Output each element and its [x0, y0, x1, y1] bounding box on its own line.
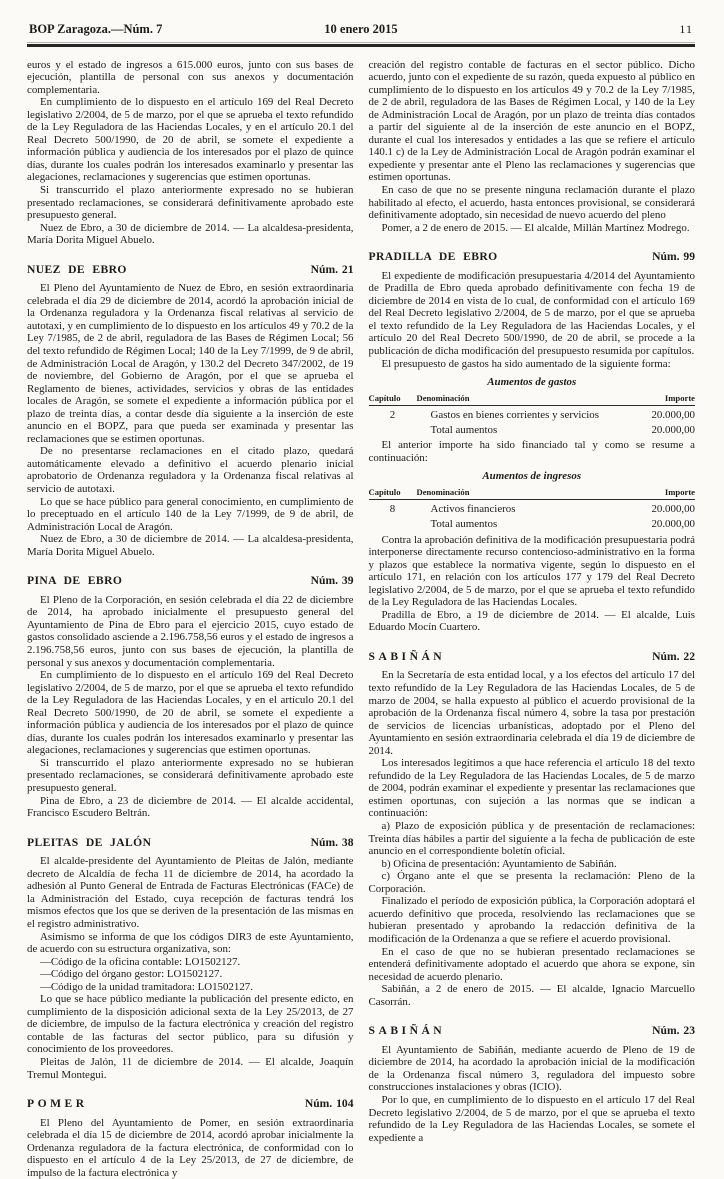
section-sabinan-22	[369, 651, 696, 1008]
paragraph: Pradilla de Ebro, a 19 de diciembre de 2014. — El alcalde, Luis Eduardo Mocín Cuartero.	[369, 609, 696, 634]
header-rule-thin	[27, 42, 695, 43]
paragraph: Sabiñán, a 2 de enero de 2015. — El alcalde, Ignacio Marcuello Casorrán.	[369, 983, 696, 1008]
paragraph: Los interesados legítimos a que hace referencia el artículo 18 del texto refundido de la Ley Reguladora de las Haciendas Locales, de 5 de marzo de 2004, podrán examinar el expediente y presentar las reclamaciones que estimen oportunas, con sujeción a las normas que se indican a continuación:	[369, 757, 696, 820]
section-title: SABIÑÁN	[369, 1025, 446, 1038]
cell-capitulo: 2	[369, 406, 417, 422]
header-rule-thick	[27, 44, 695, 47]
section-title: SABIÑÁN	[369, 651, 446, 664]
paragraph: c) Órgano ante el que se presenta la reclamación: Pleno de la Corporación.	[369, 870, 696, 895]
paragraph: b) Oficina de presentación: Ayuntamiento de Sabiñán.	[369, 858, 696, 871]
section-pleitas-de-jalon	[27, 837, 354, 1081]
paragraph: Pina de Ebro, a 23 de diciembre de 2014. — El alcalde accidental, Francisco Escudero Beltrán.	[27, 795, 354, 820]
section-title: POMER	[27, 1098, 88, 1111]
section-number: Núm. 23	[652, 1025, 695, 1038]
section-pina-de-ebro	[27, 575, 354, 819]
table-header-row	[369, 392, 696, 406]
page-number: 11	[472, 22, 693, 37]
table-row	[369, 500, 696, 516]
paragraph: El Pleno del Ayuntamiento de Nuez de Ebro, en sesión extraordinaria celebrada el día 29 de diciembre de 2014, acordó la aprobación inicial de la Ordenanza reguladora y la Ordenanza fiscal relativas al servicio de autotaxi, y en cumplimiento de lo dispuesto en los artículos 49 y 70.2 de la Ley 7/1985, de 2 de abril, reguladora de las Bases de Régimen Local; 56 del texto refundido de Régimen Local; 140 de la Ley 7/1999, de 9 de abril, de Administración Local de Aragón, y 130.2 del Decreto 347/2002, de 19 de noviembre, del Gobierno de Aragón, por el que se aprueba el Reglamento de bienes, actividades, servicios y obras de las entidades locales de Aragón, se somete el expediente a información pública por el plazo de treinta días, a contar desde día siguiente a la inserción de este anuncio en el BOPZ, para que pueda ser examinada y presentar las reclamaciones que se estimen oportunas.	[27, 282, 354, 445]
paragraph: creación del registro contable de facturas en el sector público. Dicho acuerdo, junto con el expediente de su razón, queda expuesto al público en cumplimiento de lo dispuesto en los artículos 49 y 70.2 de la Ley 7/1985, de 2 de abril, reguladora de las Bases de Régimen Local, y 140 de la Ley de Administración Local de Aragón, por un plazo de treinta días contados a partir del siguiente al de la inserción de este anuncio en el BOPZ, durante el cual los interesados y entidades a las que se refiere el artículo 140.1 c) de la Ley de Administración Local de Aragón podrán examinar el expediente y presentar ante el Pleno las reclamaciones y sugerencias que estimen oportunas.	[369, 59, 696, 184]
cell-denominacion: Total aumentos	[417, 421, 610, 436]
cell-denominacion: Activos financieros	[417, 500, 610, 516]
section-title: PLEITAS DE JALÓN	[27, 837, 151, 850]
section-heading	[369, 651, 696, 664]
paragraph: —Código de la oficina contable: LO1502127.	[27, 956, 354, 969]
section-sabinan-23	[369, 1025, 696, 1144]
paragraph: El alcalde-presidente del Ayuntamiento de Pleitas de Jalón, mediante decreto de Alcaldía de fecha 11 de diciembre de 2014, ha acordado la adhesión al Punto General de Entrada de Facturas Electrónicas (FACe) de la Administración del Estado, cuya recepción de facturas tendrá los mismos efectos que los que se deriven de la presentación de las mismas en el registro administrativo.	[27, 855, 354, 930]
paragraph: En la Secretaría de esta entidad local, y a los efectos del artículo 17 del texto refundido de la Ley Reguladora de las Haciendas Locales, de 5 de marzo de 2004, se halla expuesto al público el acuerdo provisional de la aprobación de la Ordenanza fiscal número 4, sobre la tasa por prestación de servicios de licencias urbanísticas, adoptado por el Pleno del Ayuntamiento en sesión extraordinaria celebrada el día 19 de diciembre de 2014.	[369, 669, 696, 757]
paragraph: Finalizado el período de exposición pública, la Corporación adoptará el acuerdo definitivo que proceda, resolviendo las reclamaciones que se hubieran presentado y aprobando la redacción definitiva de la modificación de la Ordenanza a que se refiere el acuerdo provisional.	[369, 895, 696, 945]
paragraph: El expediente de modificación presupuestaria 4/2014 del Ayuntamiento de Pradilla de Ebro queda aprobado definitivamente con fecha 19 de diciembre de 2014 en vista de lo cual, de conformidad con el artículo 169 del Real Decreto legislativo 2/2004, de 5 de marzo, por el que se aprueba el texto refundido de la Ley Reguladora de las Haciendas Locales, y el artículo 20 del Real Decreto 500/1990, de 20 de abril, se procede a la publicación de dicha modificación del presupuesto resumida por capítulos.	[369, 270, 696, 358]
paragraph: En caso de que no se presente ninguna reclamación durante el plazo habilitado al efecto, el acuerdo, hasta entonces provisional, se considerará definitivamente adoptado, sin necesidad de nuevo acuerdo del pleno	[369, 184, 696, 222]
section-heading	[27, 837, 354, 850]
budget-table-gastos	[369, 392, 696, 437]
paragraph: Asimismo se informa de que los códigos DIR3 de este Ayuntamiento, de acuerdo con su estructura organizativa, son:	[27, 931, 354, 956]
section-title: PINA DE EBRO	[27, 575, 122, 588]
section-heading	[27, 1098, 354, 1111]
section-number: Núm. 104	[305, 1098, 354, 1111]
paragraph: De no presentarse reclamaciones en el citado plazo, quedará automáticamente elevado a definitivo el acuerdo plenario inicial aprobatorio de Ordenanza reguladora y la Ordenanza fiscal relativas al servicio de autotaxi.	[27, 445, 354, 495]
table-header-row	[369, 486, 696, 500]
section-heading	[27, 264, 354, 277]
paragraph: a) Plazo de exposición pública y de presentación de reclamaciones: Treinta días hábiles a partir del siguiente a la fecha de publicación de este anuncio en el correspondiente boletín oficial.	[369, 820, 696, 858]
cell-importe: 20.000,00	[609, 421, 695, 436]
section-number: Núm. 21	[311, 264, 354, 277]
section-heading	[369, 251, 696, 264]
paragraph: Lo que se hace público para general conocimiento, en cumplimiento de lo preceptuado en el artículo 140 de la Ley 7/1999, de 9 de abril, de Administración Local de Aragón.	[27, 496, 354, 534]
cell-capitulo	[369, 421, 417, 436]
paragraph: euros y el estado de ingresos a 615.000 euros, junto con sus bases de ejecución, plantilla de personal con sus anexos y documentación complementaria.	[27, 59, 354, 97]
bulletin-title: BOP Zaragoza.—Núm. 7	[29, 22, 250, 37]
table-row-total	[369, 516, 696, 531]
paragraph: El Pleno del Ayuntamiento de Pomer, en sesión extraordinaria celebrada el día 15 de diciembre de 2014, acordó aprobar inicialmente la Ordenanza reguladora de la factura electrónica, de conformidad con lo dispuesto en el artículo 4 de la Ley 25/2013, de 27 de diciembre, de impulso de la factura electrónica y	[27, 1117, 354, 1179]
section-pradilla-de-ebro	[369, 251, 696, 634]
section-heading	[27, 575, 354, 588]
cell-capitulo: 8	[369, 500, 417, 516]
section-heading	[369, 1025, 696, 1038]
section-nuez-de-ebro	[27, 264, 354, 559]
table-row	[369, 406, 696, 422]
column-header-importe: Importe	[609, 486, 695, 500]
column-header-importe: Importe	[609, 392, 695, 406]
column-header-denominacion: Denominación	[417, 486, 610, 500]
table-row-total	[369, 421, 696, 436]
paragraph: El anterior importe ha sido financiado tal y como se resume a continuación:	[369, 439, 696, 464]
paragraph: El presupuesto de gastos ha sido aumentado de la siguiente forma:	[369, 358, 696, 371]
paragraph: Si transcurrido el plazo anteriormente expresado no se hubieran presentado reclamaciones, se considerará definitivamente aprobado este presupuesto general.	[27, 184, 354, 222]
paragraph: Contra la aprobación definitiva de la modificación presupuestaria podrá interponerse directamente recurso contencioso-administrativo en la forma y plazos que establece la normativa vigente, según lo dispuesto en el artículo 171, en relación con los artículos 177 y 179 del Real Decreto legislativo 2/2004, de 5 de marzo, por el que se aprueba el texto refundido de la Ley Reguladora de las Haciendas Locales.	[369, 534, 696, 609]
cell-capitulo	[369, 516, 417, 531]
paragraph: Pomer, a 2 de enero de 2015. — El alcalde, Millán Martínez Modrego.	[369, 222, 696, 235]
paragraph: En el caso de que no se hubieran presentado reclamaciones se entenderá definitivamente adoptado el acuerdo que ahora se expone, sin necesidad de acuerdo plenario.	[369, 946, 696, 984]
paragraph: Nuez de Ebro, a 30 de diciembre de 2014. — La alcaldesa-presidenta, María Dorita Miguel Abuelo.	[27, 222, 354, 247]
page-header	[27, 22, 695, 42]
table-caption-gastos: Aumentos de gastos	[369, 376, 696, 389]
section-number: Núm. 22	[652, 651, 695, 664]
paragraph: Lo que se hace público mediante la publicación del presente edicto, en cumplimiento de la disposición adicional sexta de la Ley 25/2013, de 27 de diciembre, de impulso de la factura electrónica y creación del registro contable de las facturas del sector público, para su difusión y conocimiento de los proveedores.	[27, 993, 354, 1056]
issue-date: 10 enero 2015	[250, 22, 471, 37]
paragraph: —Código del órgano gestor: LO1502127.	[27, 968, 354, 981]
section-number: Núm. 99	[652, 251, 695, 264]
paragraph: El Pleno de la Corporación, en sesión celebrada el día 22 de diciembre de 2014, ha aprobado inicialmente el presupuesto general del Ayuntamiento de Pina de Ebro para el ejercicio 2015, cuyo estado de gastos consolidado asciende a 2.196.758,56 euros y el estado de ingresos a 2.196.758,56 euros, junto con sus bases de ejecución, la plantilla de personal y sus anexos y documentación complementaria.	[27, 594, 354, 669]
column-header-denominacion: Denominación	[417, 392, 610, 406]
paragraph: Pleitas de Jalón, 11 de diciembre de 2014. — El alcalde, Joaquín Tremul Montegui.	[27, 1056, 354, 1081]
cell-importe: 20.000,00	[609, 406, 695, 422]
left-column	[27, 59, 354, 1179]
paragraph: Por lo que, en cumplimiento de lo dispuesto en el artículo 17 del Real Decreto legislativo 2/2004, de 5 de marzo, por el que se aprueba el texto refundido de la Ley Reguladora de las Haciendas Locales, se somete el expediente a	[369, 1094, 696, 1144]
column-header-capitulo: Capítulo	[369, 392, 417, 406]
two-column-body	[27, 59, 695, 1179]
budget-table-ingresos	[369, 486, 696, 531]
cell-importe: 20.000,00	[609, 500, 695, 516]
section-title: PRADILLA DE EBRO	[369, 251, 498, 264]
section-number: Núm. 39	[311, 575, 354, 588]
paragraph: Si transcurrido el plazo anteriormente expresado no se hubieran presentado reclamaciones, se considerará definitivamente aprobado este presupuesto general.	[27, 757, 354, 795]
column-header-capitulo: Capítulo	[369, 486, 417, 500]
paragraph: El Ayuntamiento de Sabiñán, mediante acuerdo de Pleno de 19 de diciembre de 2014, ha acordado la aprobación inicial de la modificación de la Ordenanza fiscal número 3, reguladora del impuesto sobre construcciones instalaciones y obras (ICIO).	[369, 1044, 696, 1094]
paragraph: En cumplimiento de lo dispuesto en el artículo 169 del Real Decreto legislativo 2/2004, de 5 de marzo, por el que se aprueba el texto refundido de la Ley Reguladora de las Haciendas Locales, y en el artículo 20.1 del Real Decreto 500/1990, de 20 de abril, se somete el expediente a información pública y audiencia de los interesados por el plazo de quince días, durante los cuales podrán los interesados examinarlo y presentar las alegaciones, reclamaciones y sugerencias que estimen oportunas.	[27, 96, 354, 184]
section-number: Núm. 38	[311, 837, 354, 850]
section-pomer	[27, 1098, 354, 1179]
table-caption-ingresos: Aumentos de ingresos	[369, 470, 696, 483]
cell-denominacion: Total aumentos	[417, 516, 610, 531]
cell-denominacion: Gastos en bienes corrientes y servicios	[417, 406, 610, 422]
cell-importe: 20.000,00	[609, 516, 695, 531]
right-column	[369, 59, 696, 1179]
paragraph: En cumplimiento de lo dispuesto en el artículo 169 del Real Decreto legislativo 2/2004, de 5 de marzo, por el que se aprueba el texto refundido de la Ley Reguladora de las Haciendas Locales, y en el artículo 20.1 del Real Decreto 500/1990, de 20 de abril, se somete el expediente a información pública y audiencia de los interesados por el plazo de quince días, durante los cuales podrán los interesados examinarlo y presentar las alegaciones, reclamaciones y sugerencias que estimen oportunas.	[27, 669, 354, 757]
paragraph: —Código de la unidad tramitadora: LO1502127.	[27, 981, 354, 994]
paragraph: Nuez de Ebro, a 30 de diciembre de 2014. — La alcaldesa-presidenta, María Dorita Miguel Abuelo.	[27, 533, 354, 558]
section-title: NUEZ DE EBRO	[27, 264, 127, 277]
